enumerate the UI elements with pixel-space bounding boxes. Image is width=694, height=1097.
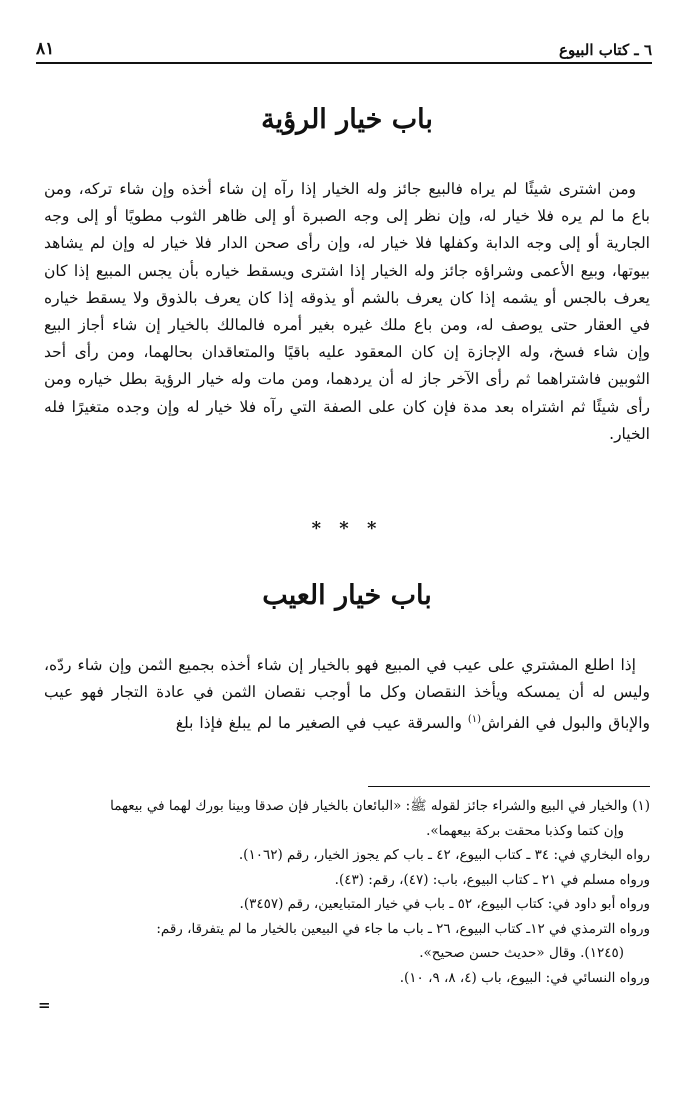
footnote-reference[interactable]: (١) (467, 714, 482, 726)
footnote-separator (368, 786, 650, 787)
chapter-title: ٦ ـ كتاب البيوع (559, 41, 652, 59)
footnote-line: (١) والخيار في البيع والشراء جائز لقوله ﷺ: «البائعان بالخيار فإن صدقا وبينا بورك لهما في بيعهما (110, 798, 650, 814)
continuation-mark: = (38, 996, 51, 1014)
footnote-line: ورواه الترمذي في ١٢ـ كتاب البيوع، ٢٦ ـ باب ما جاء في البيعين بالخيار ما لم يتفرقا، رقم: (156, 920, 650, 937)
running-header (36, 34, 652, 64)
paragraph-text: ومن اشترى شيئًا لم يراه فالبيع جائز وله الخيار إذا رآه إن شاء أخذه وإن شاء تركه، ومن باع ما لم يره فلا خيار له، وإن نظر إلى وجه الصبرة أو إلى ظاهر الثوب مطويًا أو إلى وجه الجارية أو إلى وجه الدابة وكفلها فلا خيار له، وإن رأى صحن الدار فلا خيار له وإن لم يشاهد بيوتها، وبيع الأعمى وشراؤه جائز وله الخيار إذا اشترى ويسقط خياره بأن يجس المبيع إذا كان يعرف بالجس أو يشمه إذا كان يعرف بالشم أو يذوقه إذا كان يعرف بالذوق ولا يسقط خياره في العقار حتى يوصف له، ومن باع ملك غيره بغير أمره فالمالك بالخيار إن شاء أجاز البيع وإن شاء فسخ، وله الإجازة إن كان المعقود عليه باقيًا والمتعاقدان بحالهما، ومن رأى أحد الثوبين فاشتراهما ثم رأى الآخر جاز له أن يردهما، ومن مات وله خيار الرؤية بطل خياره ومن رأى شيئًا ثم اشتراه بعد مدة فإن كان على الصفة التي رآه فلا خيار له وإن وجده متغيرًا فله الخيار. (44, 180, 650, 443)
paragraph-text: إذا اطلع المشتري على عيب في المبيع فهو بالخيار إن شاء أخذه بجميع الثمن وإن شاء ردّه، وليس له أن يمسكه ويأخذ النقصان وكل ما أوجب نقصان الثمن في عادة التجار فهو عيب والإباق والبول في الفراش (44, 656, 650, 733)
footnote-line: ورواه مسلم في ٢١ ـ كتاب البيوع، باب: (٤٧)، رقم: (٤٣). (334, 871, 650, 888)
footnotes (44, 794, 650, 990)
footnote-line: ورواه أبو داود في: كتاب البيوع، ٥٢ ـ باب في خيار المتبايعين، رقم (٣٤٥٧). (239, 896, 650, 912)
footnote-line: (١٢٤٥). وقال «حديث حسن صحيح». (419, 945, 624, 961)
paragraph-text-continued: والسرقة عيب في الصغير ما لم يبلغ فإذا بلغ (175, 714, 468, 733)
footnote-line: وإن كتما وكذبا محقت بركة بيعهما». (426, 822, 624, 839)
page-number: ٨١ (36, 39, 55, 59)
section-title-khiyar-al-ayb: باب خيار العيب (262, 580, 432, 611)
body-paragraph-2 (44, 652, 650, 738)
footnote-line: رواه البخاري في: ٣٤ ـ كتاب البيوع، ٤٢ ـ باب كم يجوز الخيار، رقم (١٠٦٢). (238, 847, 650, 863)
section-separator: * * * (311, 518, 383, 539)
section-title-khiyar-al-ruya: باب خيار الرؤية (261, 104, 433, 135)
body-paragraph-1 (44, 176, 650, 448)
footnote-line: ورواه النسائي في: البيوع، باب (٤، ٨، ٩، ١٠). (399, 969, 650, 986)
